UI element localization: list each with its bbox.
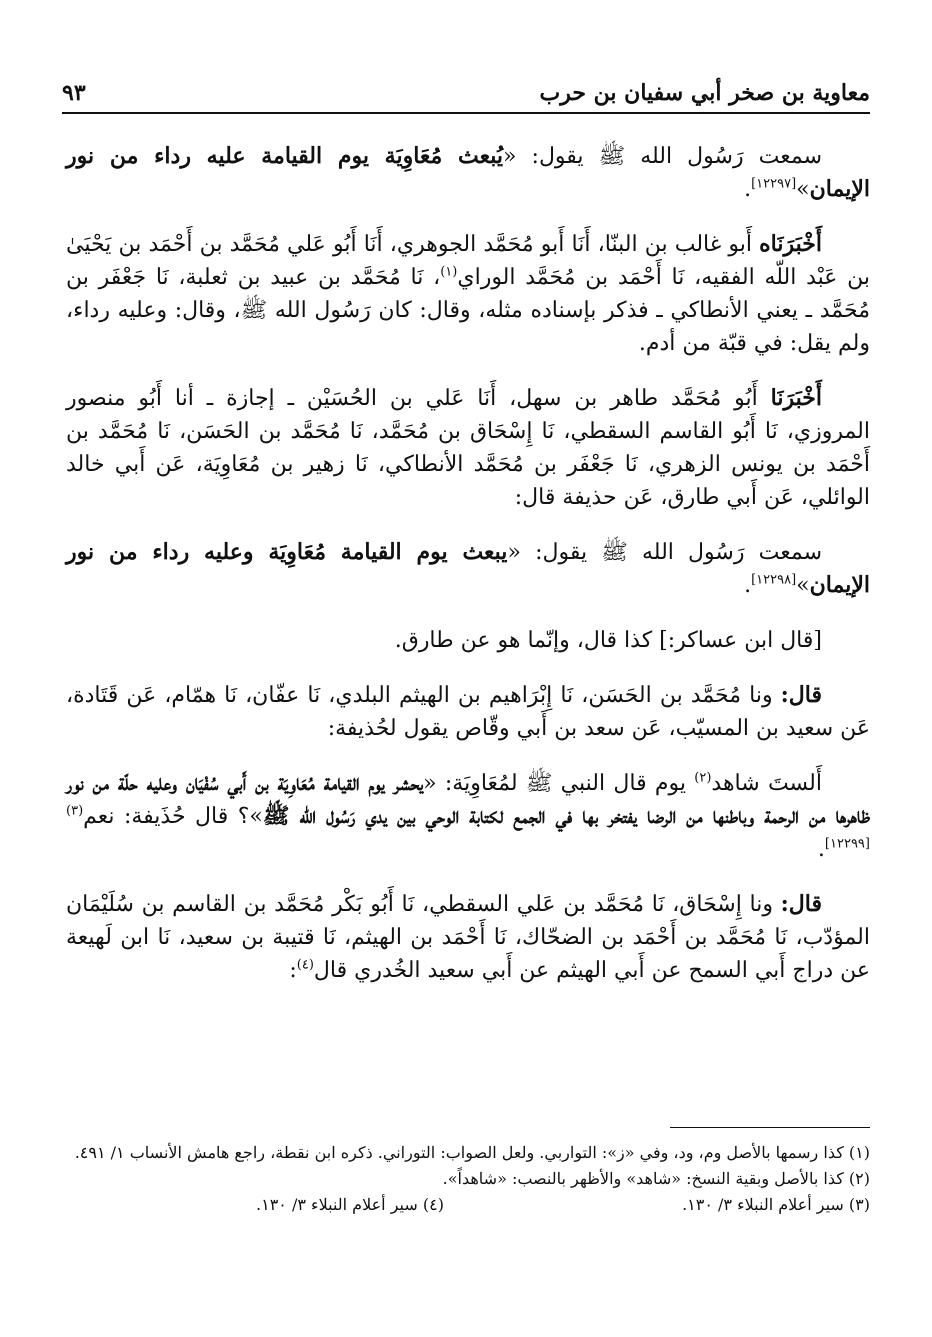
bold-text: قال:	[780, 682, 822, 708]
text-run: سمعت رَسُول الله ﷺ يقول: «	[503, 144, 823, 169]
text-run: .	[744, 177, 752, 202]
text-run: ونا إِسْحَاق، نَا مُحَمَّد بن عَلي السقطي، نَا أَبُو بَكْر مُحَمَّد بن القاسم بن سُلَيْمَان المؤدّب، نَا مُحَمَّد بن أَحْمَد بن الضحّاك، نَا أَحْمَد بن الهيثم، نَا قتيبة بن سعيد، نَا ابن لَهيعة عن دراج أَبي السمح عن أَبي الهيثم عن أَبي سعيد الخُدري قال	[66, 892, 870, 983]
footnote-2: (٢) كذا بالأصل وبقية النسخ: «شاهد» والأظهر بالنصب: «شاهداً».	[442, 1169, 870, 1188]
reference-mark: (١)	[440, 264, 458, 280]
header-title: معاوية بن صخر أبي سفيان بن حرب	[539, 80, 870, 106]
header-rule	[62, 112, 870, 114]
text-run: »	[796, 573, 810, 598]
text-run: .	[817, 837, 825, 862]
text-run: أَبو غالب بن البنّا، أَنَا أَبو مُحَمَّد الجوهري، أَنَا أَبُو عَلي مُحَمَّد بن أَحْمَد بن يَحْيَىٰ بن عَبْد اللّه الفقيه، نَا أَحْمَد بن مُحَمَّد الوراي	[66, 232, 870, 290]
main-text	[66, 140, 870, 1009]
footnotes	[66, 1140, 870, 1218]
footnote-3: (٣) سير أعلام النبلاء ٣/ ١٣٠.	[682, 1195, 870, 1214]
text-run: .	[744, 573, 752, 598]
reference-mark: (٣)[١٢٢٩٩]	[66, 803, 870, 852]
footnote-rule	[670, 1127, 870, 1128]
text-run: سمعت رَسُول الله ﷺ يقول: «	[507, 540, 823, 565]
text-run: ونا مُحَمَّد بن الحَسَن، نَا إِبْرَاهيم بن الهيثم البلدي، نَا عفّان، نَا همّام، عَن قَتَادة، عَن سعيد بن المسيّب، عَن سعد بن أَبي وقّاص يقول لحُذيفة:	[66, 683, 870, 741]
reference-mark: [١٢٢٩٨]	[751, 572, 797, 588]
reference-mark: (٢)	[694, 770, 712, 786]
paragraph	[66, 140, 870, 206]
paragraph	[66, 888, 870, 987]
bold-text: قال:	[780, 891, 822, 917]
running-header	[62, 70, 870, 106]
footnote-4: (٤) سير أعلام النبلاء ٣/ ١٣٠.	[256, 1195, 444, 1214]
bold-text: أَخْبَرَنَا	[770, 385, 822, 411]
footnote-1: (١) كذا رسمها بالأصل وم، ود، وفي «ز»: التواربي. ولعل الصواب: التوراني. ذكره ابن نقطة، راجع هامش الأنساب ١/ ٤٩١.	[74, 1143, 870, 1162]
bold-text: أَخْبَرَنَاه	[759, 231, 822, 257]
paragraph	[66, 679, 870, 745]
bold-text: يُبعث مُعَاوِيَة يوم القيامة عليه رداء من نور الإيمان	[66, 143, 870, 202]
text-run: يوم قال النبي ﷺ لمُعَاوِيَة: «	[423, 771, 695, 796]
text-run: أَلستَ شاهد	[711, 771, 822, 796]
paragraph	[66, 624, 870, 657]
reference-mark: [١٢٢٩٧]	[751, 176, 797, 192]
text-run: ، نَا مُحَمَّد بن عبيد بن ثعلبة، نَا جَعْفَر بن مُحَمَّد ـ يعني الأنطاكي ـ فذكر بإسناده مثله، وقال: كان رَسُول الله ﷺ، وقال: وعليه رداء، ولم يقل: في قبّة من أدم.	[66, 265, 870, 356]
bold-text: يحشر يوم القيامة مُعَاوِيَة بن أَبي سُفْيَان وعليه حلّة من نور ظاهرها من الرحمة وباطنها من الرضا يفتخر بها في الجمع لكتابة الوحي بين يدي رَسُول الله ﷺ	[66, 770, 870, 829]
text-run: [قال ابن عساكر:] كذا قال، وإنّما هو عن طارق.	[394, 628, 822, 653]
text-run: »	[796, 177, 810, 202]
text-run: أَبُو مُحَمَّد طاهر بن سهل، أَنَا عَلي بن الحُسَيْن ـ إجازة ـ أنا أَبُو منصور المروزي، نَا أَبُو القاسم السقطي، نَا إِسْحَاق بن مُحَمَّد، نَا مُحَمَّد بن الحَسَن، نَا مُحَمَّد بن أَحْمَد بن يونس الزهري، نَا جَعْفَر بن مُحَمَّد الأنطاكي، نَا زهير بن مُعَاوِيَة، عَن أَبي خالد الوائلي، عَن أَبي طارق، عَن حذيفة قال:	[66, 386, 871, 510]
page-number: ٩٣	[62, 80, 86, 106]
bold-text: يبعث يوم القيامة مُعَاوِيَة وعليه رداء من نور الإيمان	[66, 539, 870, 598]
footnote-row	[66, 1192, 870, 1218]
text-run: »؟ قال حُذَيفة: نعم	[83, 804, 263, 829]
paragraph	[66, 382, 870, 514]
text-run: :	[289, 958, 297, 983]
paragraph	[66, 536, 870, 602]
paragraph	[66, 767, 870, 866]
reference-mark: (٤)	[296, 957, 314, 973]
paragraph	[66, 228, 870, 360]
